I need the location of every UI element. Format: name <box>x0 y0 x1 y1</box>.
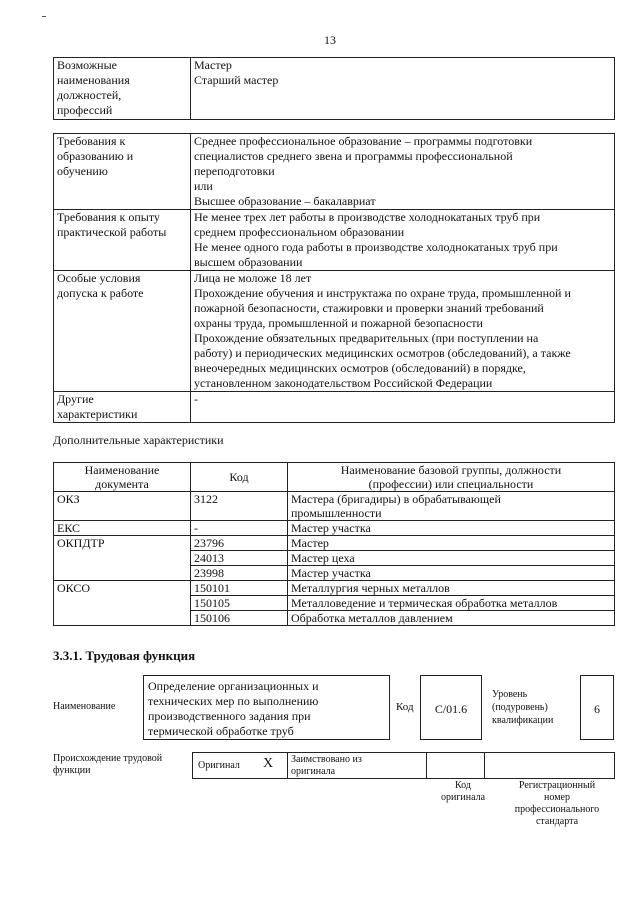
value-line: высшем образовании <box>194 255 303 269</box>
value-line: Лица не моложе 18 лет <box>194 271 312 285</box>
code-cell: - <box>191 521 288 536</box>
value-line: или <box>194 179 213 193</box>
positions-label <box>54 58 191 120</box>
corner-mark <box>42 16 46 17</box>
label-line: Требования к <box>57 134 126 148</box>
table-row <box>54 58 615 120</box>
requirement-label <box>54 210 191 271</box>
name-cell: Мастер участка <box>288 521 615 536</box>
position-value: Мастер <box>194 58 232 72</box>
header-line: Наименование <box>84 463 160 477</box>
function-name-line: термической обработке труб <box>148 724 294 738</box>
value-line: Не менее одного года работы в производстве холоднокатаных труб при <box>194 240 558 254</box>
requirement-value <box>191 134 615 210</box>
value-line: - <box>194 392 198 406</box>
positions-label-line: должностей, <box>57 88 122 102</box>
value-line: Прохождение обучения и инструктажа по охране труда, промышленной и <box>194 286 571 300</box>
name-line: промышленности <box>291 506 382 520</box>
page-number: 13 <box>324 33 336 47</box>
caption-line: оригинала <box>440 792 486 803</box>
value-line: внеочередных медицинских осмотров (обследований) в порядке, <box>194 361 526 375</box>
function-name-line: технических мер по выполнению <box>148 694 319 708</box>
code-cell: 3122 <box>191 492 288 521</box>
positions-label-line: Возможные <box>57 58 117 72</box>
borrowed-label-line: оригинала <box>291 766 336 777</box>
original-label: Оригинал <box>198 760 240 771</box>
position-value: Старший мастер <box>194 73 279 87</box>
value-line: установленном законодательством Российской Федерации <box>194 376 493 390</box>
requirements-table <box>53 133 615 423</box>
caption-line: Код <box>455 780 471 791</box>
value-line: среднем профессиональном образовании <box>194 225 405 239</box>
name-cell: Металловедение и термическая обработка металлов <box>288 596 615 611</box>
table-row <box>54 392 615 423</box>
function-code-label: Код <box>396 701 414 713</box>
registration-caption <box>500 780 614 828</box>
header-line: документа <box>95 477 149 491</box>
label-line: допуска к работе <box>57 286 144 300</box>
header-code: Код <box>191 463 288 492</box>
level-label-line: квалификации <box>492 715 554 726</box>
value-line: переподготовки <box>194 164 275 178</box>
requirement-value <box>191 210 615 271</box>
value-line: Прохождение обязательных предварительных (при поступлении на <box>194 331 539 345</box>
caption-line: номер <box>544 792 570 803</box>
positions-label-line: наименования <box>57 73 130 87</box>
label-line: практической работы <box>57 225 167 239</box>
origin-label-line: Происхождение трудовой <box>53 753 163 764</box>
requirement-label <box>54 134 191 210</box>
borrowed-cell <box>288 753 427 778</box>
origin-row <box>192 752 615 779</box>
caption-line: профессионального <box>514 804 600 815</box>
level-label-line: (подуровень) <box>492 702 548 713</box>
label-line: образованию и <box>57 149 134 163</box>
table-row <box>54 492 615 521</box>
header-doc <box>54 463 191 492</box>
doc-cell: ОКЗ <box>54 492 191 521</box>
function-name-line: Определение организационных и <box>148 679 319 693</box>
caption-line: стандарта <box>535 816 579 827</box>
requirement-value <box>191 392 615 423</box>
origin-label <box>53 753 162 777</box>
header-line: Наименование базовой группы, должности <box>340 463 562 477</box>
additional-title: Дополнительные характеристики <box>53 433 224 447</box>
header-name <box>288 463 615 492</box>
function-name-line: производственного задания при <box>148 709 311 723</box>
name-line: Мастера (бригадиры) в обрабатывающей <box>291 492 501 506</box>
value-line: Высшее образование – бакалавриат <box>194 194 376 208</box>
origin-label-line: функции <box>53 765 91 776</box>
borrowed-label-line: Заимствовано из <box>291 754 362 765</box>
table-row <box>54 134 615 210</box>
function-name-box <box>143 675 390 740</box>
positions-label-line: профессий <box>57 103 113 117</box>
code-cell: 23998 <box>191 566 288 581</box>
code-cell: 150105 <box>191 596 288 611</box>
requirement-label <box>54 271 191 392</box>
doc-cell: ОКПДТР <box>54 536 191 581</box>
level-box: 6 <box>580 675 614 740</box>
positions-values <box>191 58 615 120</box>
requirement-label <box>54 392 191 423</box>
label-line: Требования к опыту <box>57 210 160 224</box>
name-cell: Мастер <box>288 536 615 551</box>
value-line: пожарной безопасности, стажировки и проверки знаний требований <box>194 301 544 315</box>
label-line: характеристики <box>57 407 138 421</box>
table-row <box>54 581 615 596</box>
label-line: Другие <box>57 392 94 406</box>
function-code-box: C/01.6 <box>420 675 482 740</box>
table-header-row <box>54 463 615 492</box>
value-line: охраны труда, промышленной и пожарной безопасности <box>194 316 483 330</box>
original-mark: X <box>263 756 274 771</box>
table-row <box>54 271 615 392</box>
name-cell: Обработка металлов давлением <box>288 611 615 626</box>
name-cell <box>288 492 615 521</box>
doc-cell: ОКСО <box>54 581 191 626</box>
section-title: 3.3.1. Трудовая функция <box>53 648 196 663</box>
level-label-line: Уровень <box>492 689 528 700</box>
value-line: Среднее профессиональное образование – программы подготовки <box>194 134 533 148</box>
additional-table <box>53 462 615 626</box>
label-line: Особые условия <box>57 271 141 285</box>
name-cell: Мастер цеха <box>288 551 615 566</box>
caption-line: Регистрационный <box>518 780 596 791</box>
borrowed-label <box>291 754 362 778</box>
value-line: работу) и периодических медицинских осмотров (обследований), а также <box>194 346 571 360</box>
code-cell: 150106 <box>191 611 288 626</box>
original-cell <box>193 753 288 778</box>
function-name-label: Наименование <box>53 701 116 712</box>
positions-table <box>53 57 615 120</box>
requirement-value <box>191 271 615 392</box>
value-line: специалистов среднего звена и программы профессиональной <box>194 149 513 163</box>
code-cell: 23796 <box>191 536 288 551</box>
code-cell: 24013 <box>191 551 288 566</box>
value-line: Не менее трех лет работы в производстве холоднокатаных труб при <box>194 210 541 224</box>
code-cell: 150101 <box>191 581 288 596</box>
origin-code-caption <box>437 780 489 804</box>
header-line: (профессии) или специальности <box>368 477 534 491</box>
table-row <box>54 536 615 551</box>
doc-cell: ЕКС <box>54 521 191 536</box>
name-cell: Металлургия черных металлов <box>288 581 615 596</box>
table-row <box>54 210 615 271</box>
origin-code-cell <box>427 753 485 778</box>
level-label <box>492 688 553 727</box>
label-line: обучению <box>57 164 108 178</box>
name-cell: Мастер участка <box>288 566 615 581</box>
table-row <box>54 521 615 536</box>
